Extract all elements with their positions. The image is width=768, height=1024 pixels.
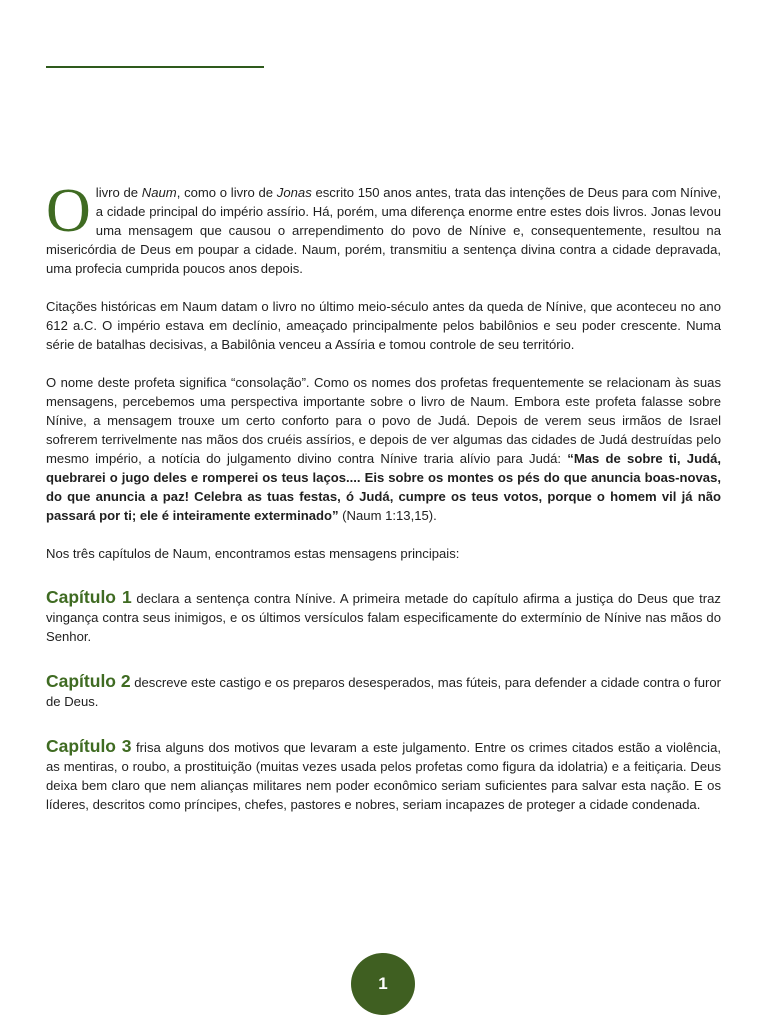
header-rule [46,66,264,68]
intro-text-2: , como o livro de [176,185,277,200]
book-title-naum: Naum [141,185,177,200]
chapter-1-heading: Capítulo 1 [46,587,132,607]
chapter-1-paragraph [46,588,721,646]
page-number: 1 [378,974,388,993]
document-body [46,177,721,814]
scripture-quote: “Mas de sobre ti, Judá, quebrarei o jugo deles e romperei os teus laços.... Eis sobre os montes os pés do que anuncia boas-novas, do que anuncia a paz! Celebra as tuas festas, ó Judá, cumpre os teus votos, porque o homem vil já não passará por ti; ele é inteiramente exterminado” [46,451,721,523]
chapter-2-text: descreve este castigo e os preparos desesperados, mas fúteis, para defender a cidade contra o furor de Deus. [46,675,721,709]
intro-text-1: livro de [95,185,142,200]
chapter-3-text: frisa alguns dos motivos que levaram a este julgamento. Entre os crimes citados estão a violência, as mentiras, o roubo, a prostituição (muitas vezes usada pelos profetas como figura da idolatria) e a feitiçaria. Deus deixa bem claro que nem alianças militares nem poder econômico seriam suficientes para salvar esta nação. E os líderes, descritos como príncipes, chefes, pastores e nobres, seriam incapazes de proteger a cidade condenada. [46,740,721,812]
intro-text-3: escrito 150 anos antes, trata das intenções de Deus para com Nínive, a cidade principal do império assírio. Há, porém, uma diferença enorme entre estes dois livros. Jonas levou uma mensagem que causou o arrependimento do povo de Nínive e, consequentemente, resultou na misericórdia de Deus em poupar a cidade. Naum, porém, transmitiu a sentença divina contra a cidade depravada, uma profecia cumprida poucos anos depois. [46,185,721,276]
name-meaning-paragraph [46,373,721,525]
historical-paragraph: Citações históricas em Naum datam o livro no último meio-século antes da queda de Nínive, que aconteceu no ano 612 a.C. O império estava em declínio, ameaçado principalmente pelos babilônios e seu poder crescente. Numa série de batalhas decisivas, a Babilônia venceu a Assíria e tomou controle de seu território. [46,299,721,352]
intro-paragraph [46,177,721,278]
chapter-1-text: declara a sentença contra Nínive. A primeira metade do capítulo afirma a justiça do Deus que traz vingança contra seus inimigos, e os últimos versículos falam especificamente do extermínio de Nínive nas mãos do Senhor. [46,591,721,644]
name-meaning-text: O nome deste profeta significa “consolação”. Como os nomes dos profetas frequentemente se relacionam às suas mensagens, percebemos uma perspectiva importante sobre o livro de Naum. Embora este profeta falasse sobre Nínive, a mensagem trouxe um certo conforto para o povo de Judá. Depois de verem seus irmãos de Israel sofrerem terrivelmente nas mãos dos cruéis assírios, e depois de ver algumas das cidades de Judá destruídas pelo mesmo império, a notícia do julgamento divino contra Nínive traria alívio para Judá: [46,375,721,466]
drop-cap: O [46,177,91,245]
summary-intro-paragraph: Nos três capítulos de Naum, encontramos estas mensagens principais: [46,546,460,561]
chapter-3-paragraph [46,737,721,814]
chapter-2-heading: Capítulo 2 [46,671,131,691]
chapter-2-paragraph [46,672,721,711]
page-number-badge [351,953,415,1015]
chapter-3-heading: Capítulo 3 [46,736,132,756]
scripture-reference: (Naum 1:13,15). [338,508,437,523]
book-title-jonas: Jonas [276,185,312,200]
